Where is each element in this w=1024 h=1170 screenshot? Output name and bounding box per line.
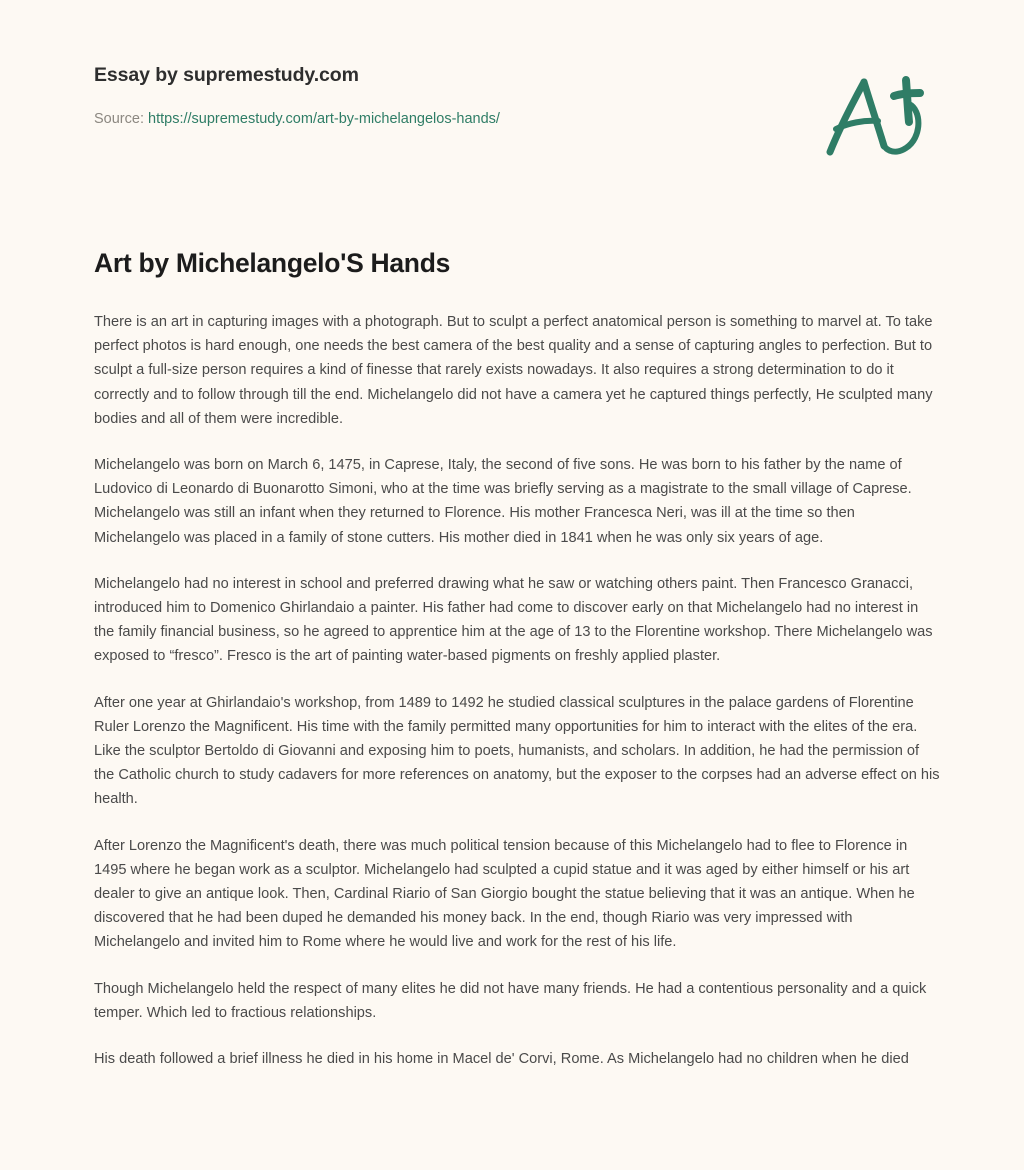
paragraph: His death followed a brief illness he died in his home in Macel de' Corvi, Rome. As Michelangelo had no children when he died <box>94 1051 909 1068</box>
page-title: Art by Michelangelo'S Hands <box>94 248 451 278</box>
a-plus-logo-icon <box>812 68 932 160</box>
source-url-link[interactable]: https://supremestudy.com/art-by-michelangelos-hands/ <box>148 111 500 127</box>
brand-line: Essay by supremestudy.com <box>94 64 359 86</box>
paragraph: Michelangelo had no interest in school and preferred drawing what he saw or watching others paint. Then Francesco Granacci, introduced him to Domenico Ghirlandaio a painter. His father had come to discover early on that Michelangelo had no interest in the family financial business, so he agreed to apprentice him at the age of 13 to the Florentine workshop. There Michelangelo was exposed to “fresco”. Fresco is the art of painting water-based pigments on freshly applied plaster. <box>94 575 933 665</box>
paragraph: After one year at Ghirlandaio's workshop, from 1489 to 1492 he studied classical sculptures in the palace gardens of Florentine Ruler Lorenzo the Magnificent. His time with the family permitted many opportunities for him to interact with the elites of the era. Like the sculptor Bertoldo di Giovanni and exposing him to poets, humanists, and scholars. In addition, he had the permission of the Catholic church to study cadavers for more references on anatomy, but the exposer to the corpses had an adverse effect on his health. <box>94 694 940 808</box>
source-label: Source: <box>94 111 144 127</box>
article-body <box>94 310 940 1071</box>
article <box>94 246 940 1071</box>
paragraph: Michelangelo was born on March 6, 1475, in Caprese, Italy, the second of five sons. He was born to his father by the name of Ludovico di Leonardo di Buonarotto Simoni, who at the time was briefly serving as a magistrate to the small village of Caprese. Michelangelo was still an infant when they returned to Florence. His mother Francesca Neri, was ill at the time so then Michelangelo was placed in a family of stone cutters. His mother died in 1841 when he was only six years of age. <box>94 457 912 546</box>
paragraph: After Lorenzo the Magnificent's death, there was much political tension because of this Michelangelo had to flee to Florence in 1495 where he began work as a sculptor. Michelangelo had sculpted a cupid statue and it was aged by either himself or his art dealer to give an antique look. Then, Cardinal Riario of San Giorgio bought the statue believing that it was an antique. When he discovered that he had been duped he demanded his money back. In the end, though Riario was very impressed with Michelangelo and invited him to Rome where he would live and work for the rest of his life. <box>94 837 915 951</box>
paragraph: Though Michelangelo held the respect of many elites he did not have many friends. He had a contentious personality and a quick temper. Which led to fractious relationships. <box>94 980 927 1021</box>
a-plus-logo[interactable] <box>812 68 932 160</box>
paragraph: There is an art in capturing images with a photograph. But to sculpt a perfect anatomical person is something to marvel at. To take perfect photos is hard enough, one needs the best camera of the best quality and a sense of capturing angles to perfection. But to sculpt a full-size person requires a kind of finesse that rarely exists nowadays. It also requires a strong determination to do it correctly and to follow through till the end. Michelangelo did not have a camera yet he captured things perfectly, He sculpted many bodies and all of them were incredible. <box>94 314 933 427</box>
